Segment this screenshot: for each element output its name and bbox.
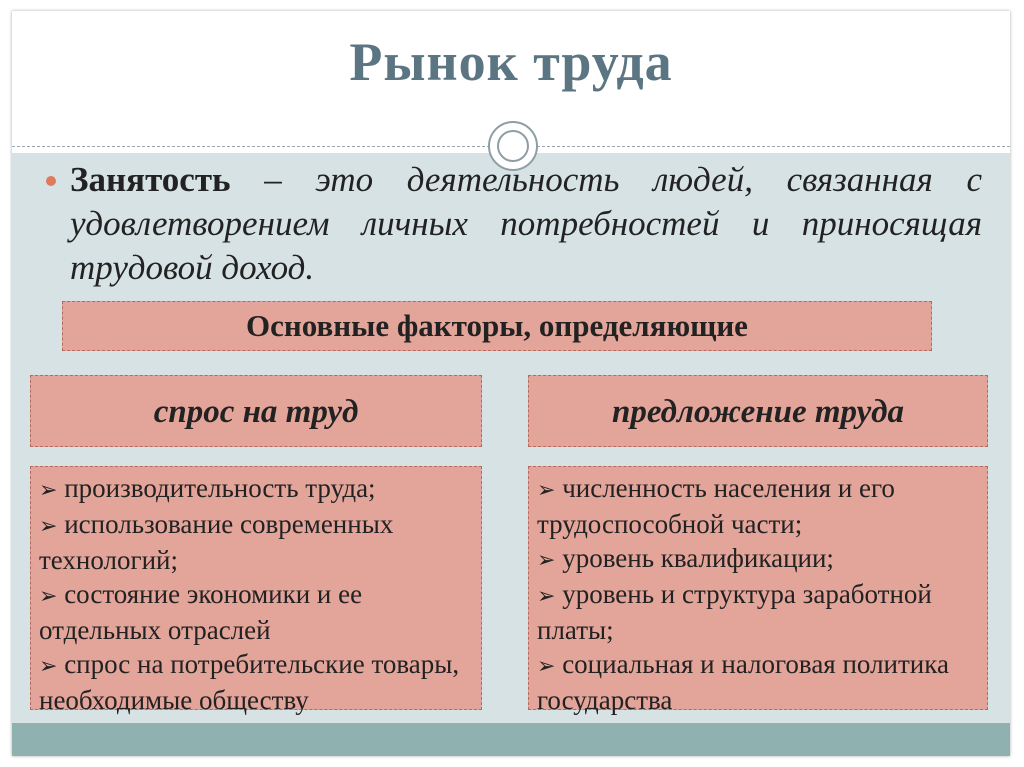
list-item: ➢ социальная и налоговая политика государства (537, 649, 949, 715)
list-item: ➢ использование современных технологий; (39, 509, 394, 575)
supply-heading: предложение труда (611, 394, 905, 430)
factors-heading: Основные факторы, определяющие (246, 308, 748, 343)
arrow-bullet-icon: ➢ (39, 513, 58, 538)
definition-term: Занятость (70, 160, 231, 199)
bullet-dot-icon (46, 176, 56, 186)
factors-heading-box (62, 301, 932, 351)
slide-title: Рынок труда (349, 32, 673, 92)
arrow-bullet-icon: ➢ (537, 653, 556, 678)
list-item: ➢ состояние экономики и ее отдельных отраслей (39, 579, 363, 645)
demand-heading-box (30, 375, 482, 447)
list-item: ➢ спрос на потребительские товары, необходимые обществу (39, 649, 460, 715)
arrow-bullet-icon: ➢ (537, 547, 556, 572)
definition-paragraph (70, 158, 982, 290)
list-item: ➢ производительность труда; (39, 473, 376, 503)
arrow-bullet-icon: ➢ (39, 653, 58, 678)
demand-factors-list (30, 466, 482, 715)
list-item: ➢ численность населения и его трудоспособной части; (537, 473, 895, 539)
list-item: ➢ уровень квалификации; (537, 543, 834, 573)
slide (12, 11, 1010, 756)
demand-heading: спрос на труд (153, 394, 359, 430)
list-item: ➢ уровень и структура заработной платы; (537, 579, 932, 645)
footer-bar (12, 723, 1010, 756)
supply-factors-list (528, 466, 988, 715)
supply-heading-box (528, 375, 988, 447)
arrow-bullet-icon: ➢ (39, 477, 58, 502)
arrow-bullet-icon: ➢ (537, 583, 556, 608)
definition-text: – это деятельность людей, связанная с удовлетворением личных потребностей и приносящая трудовой доход. (70, 160, 982, 287)
arrow-bullet-icon: ➢ (39, 583, 58, 608)
arrow-bullet-icon: ➢ (537, 477, 556, 502)
